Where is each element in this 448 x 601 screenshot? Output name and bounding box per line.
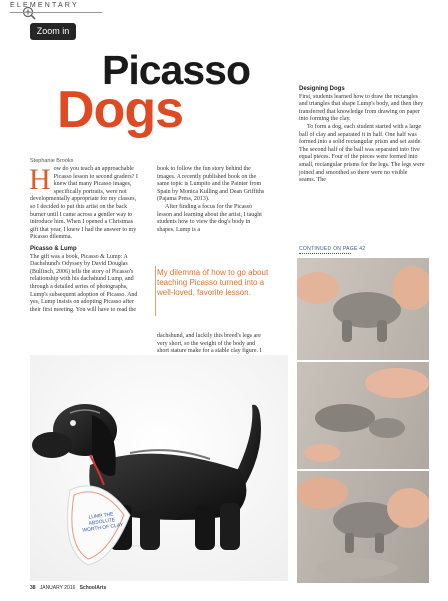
ceramic-dog-photo <box>30 355 288 581</box>
byline: Stephanie Brooks <box>30 158 74 164</box>
column-3-paragraph-1: First, students learned how to draw the rectangles and triangles that shape Lump's body, and then they transferred that knowledge from drawing on paper into forming the clay. <box>299 93 424 123</box>
column-2-paragraph-2: After finding a focus for the Picasso lesson and learning about the artist, I taught students how to view the dog's body in shapes. Lump is a <box>157 203 262 233</box>
issue-date: JANUARY 2016 <box>39 585 76 591</box>
section-divider <box>10 12 102 13</box>
title-line-1: Picasso <box>102 47 250 93</box>
page-footer <box>30 585 106 591</box>
subhead-designing-dogs: Designing Dogs <box>299 86 345 92</box>
continued-underline <box>299 253 351 254</box>
column-1-paragraph: The gift was a book, Picasso & Lump: A Dachshund's Odyssey by David Douglas (Bulfinch, 2006) tells the story of Picasso's relationship with his dachshund Lump, and through a detailed series of photographs, Lump's subsequent adoption of Picasso. And yes, Lump insists on adopting Picasso after their first meeting. You will have to read the <box>30 253 138 313</box>
clay-process-photos <box>297 258 429 583</box>
pull-quote-rule <box>155 266 156 316</box>
column-3-paragraph-2: To form a dog, each student started with a large ball of clay and separated it in half. One half was formed into a solid rectangular prism and set aside. The second half of the ball was separated into five equal pieces. Four of the pieces were formed into small, rectangular prisms for the legs. The legs were joined and smoothed so there were no visible seams. The <box>299 123 425 184</box>
section-label: ELEMENTARY <box>10 2 79 9</box>
magazine-name: SchoolArts <box>79 585 107 591</box>
intro-paragraph: ow do you teach an approachable Picasso lesson to second graders? I knew that many Picasso images, specifically portraits, were not developmentally appropriate for my classes, so I decided to put this artist on the back burner until I came across a gentler way to introduce him. When I opened a Christmas gift that year, I knew I had the answer to my Picasso dilemma. <box>30 166 138 241</box>
dog-tag-text: LUMP THE ABSOLUTE WORTH OF CLAY <box>82 511 124 534</box>
column-2-paragraph-3: dachshund, and luckily this breed's legs are very short, so the weight of the body and short stature make for a stable clay figure. I <box>157 333 262 355</box>
page-number: 38 <box>30 585 36 591</box>
subhead-picasso-lump: Picasso & Lump <box>30 245 77 252</box>
pull-quote: My dilemma of how to go about teaching Picasso turned into a well-loved, favorite lesson. <box>157 268 269 297</box>
article-column-3 <box>299 86 425 185</box>
article-column-2 <box>157 166 265 234</box>
zoom-in-button[interactable]: Zoom in <box>30 23 76 40</box>
title-line-2: Dogs <box>57 81 183 139</box>
column-2-paragraph-1: book to follow the fun story behind the images. A recently published book on the same topic is Lumpito and the Painter from Spain by Monica Kulling and Dean Griffiths (Pajama Press, 2013). <box>157 166 265 203</box>
continued-link[interactable]: CONTINUED ON PAGE 42 <box>299 246 366 252</box>
dropcap: H <box>29 163 51 196</box>
article-column-1 <box>29 163 138 314</box>
